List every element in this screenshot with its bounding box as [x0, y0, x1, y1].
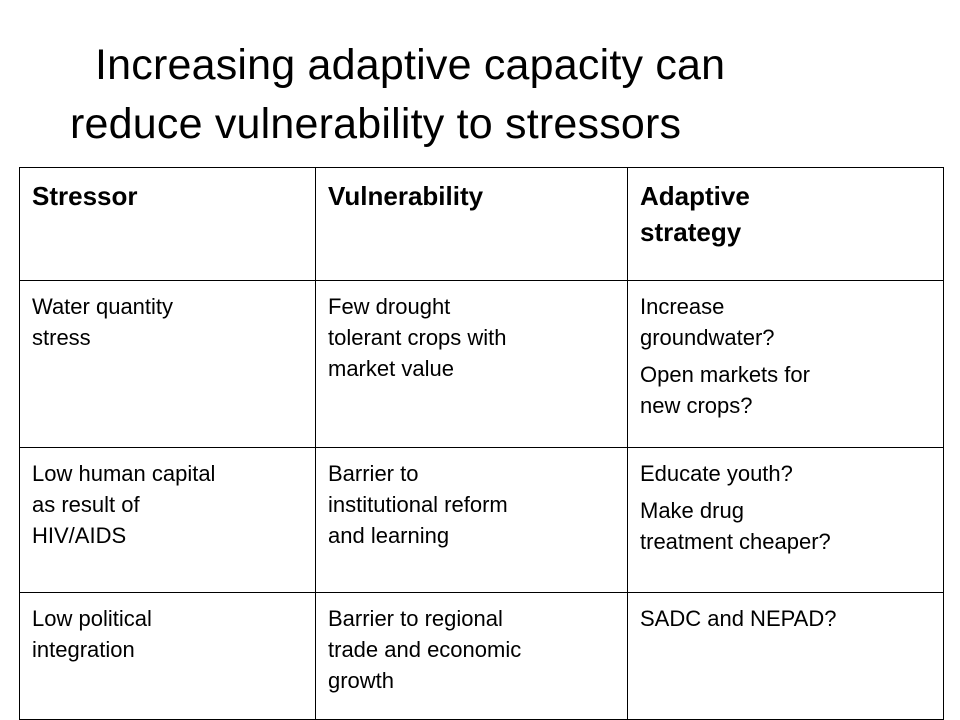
- header-text: strategy: [640, 217, 742, 247]
- header-stressor: [20, 168, 316, 281]
- cell-text: institutional reform: [328, 492, 508, 517]
- strategy-paragraph: [640, 458, 931, 489]
- cell-text: Make drug: [640, 498, 744, 523]
- cell-vulnerability: [316, 448, 628, 593]
- cell-stressor: [20, 448, 316, 593]
- cell-text: integration: [32, 637, 135, 662]
- cell-text: and learning: [328, 523, 450, 548]
- cell-text: Barrier to regional: [328, 606, 503, 631]
- table-row: [20, 593, 944, 720]
- cell-text: market value: [328, 356, 454, 381]
- cell-text: tolerant crops with: [328, 325, 507, 350]
- header-text: Stressor: [32, 181, 138, 211]
- cell-text: Few drought: [328, 294, 451, 319]
- header-text: Adaptive: [640, 181, 750, 211]
- cell-adaptive-strategy: [628, 593, 944, 720]
- header-vulnerability: [316, 168, 628, 281]
- cell-text: trade and economic: [328, 637, 522, 662]
- cell-text: new crops?: [640, 393, 753, 418]
- header-text: Vulnerability: [328, 181, 484, 211]
- cell-text: HIV/AIDS: [32, 523, 127, 548]
- table-header-row: [20, 168, 944, 281]
- cell-text: Educate youth?: [640, 461, 793, 486]
- cell-vulnerability: [316, 593, 628, 720]
- strategy-paragraph: [640, 495, 931, 557]
- strategy-paragraph: [640, 603, 931, 634]
- cell-text: groundwater?: [640, 325, 775, 350]
- slide-title-line-1: Increasing adaptive capacity can: [95, 41, 726, 89]
- cell-adaptive-strategy: [628, 281, 944, 448]
- cell-text: Open markets for: [640, 362, 810, 387]
- table-row: [20, 281, 944, 448]
- cell-text: treatment cheaper?: [640, 529, 831, 554]
- cell-text: Water quantity: [32, 294, 174, 319]
- cell-text: as result of: [32, 492, 140, 517]
- header-adaptive-strategy: [628, 168, 944, 281]
- cell-text: Increase: [640, 294, 725, 319]
- cell-text: Low human capital: [32, 461, 216, 486]
- cell-text: Barrier to: [328, 461, 419, 486]
- strategy-paragraph: [640, 291, 931, 353]
- strategy-paragraph: [640, 359, 931, 421]
- cell-text: Low political: [32, 606, 152, 631]
- slide-title: [70, 36, 910, 154]
- cell-stressor: [20, 281, 316, 448]
- stressor-table: [19, 167, 944, 720]
- cell-adaptive-strategy: [628, 448, 944, 593]
- cell-text: stress: [32, 325, 91, 350]
- cell-text: SADC and NEPAD?: [640, 606, 837, 631]
- cell-text: growth: [328, 668, 395, 693]
- slide-title-line-2: reduce vulnerability to stressors: [70, 100, 682, 148]
- cell-stressor: [20, 593, 316, 720]
- cell-vulnerability: [316, 281, 628, 448]
- table-row: [20, 448, 944, 593]
